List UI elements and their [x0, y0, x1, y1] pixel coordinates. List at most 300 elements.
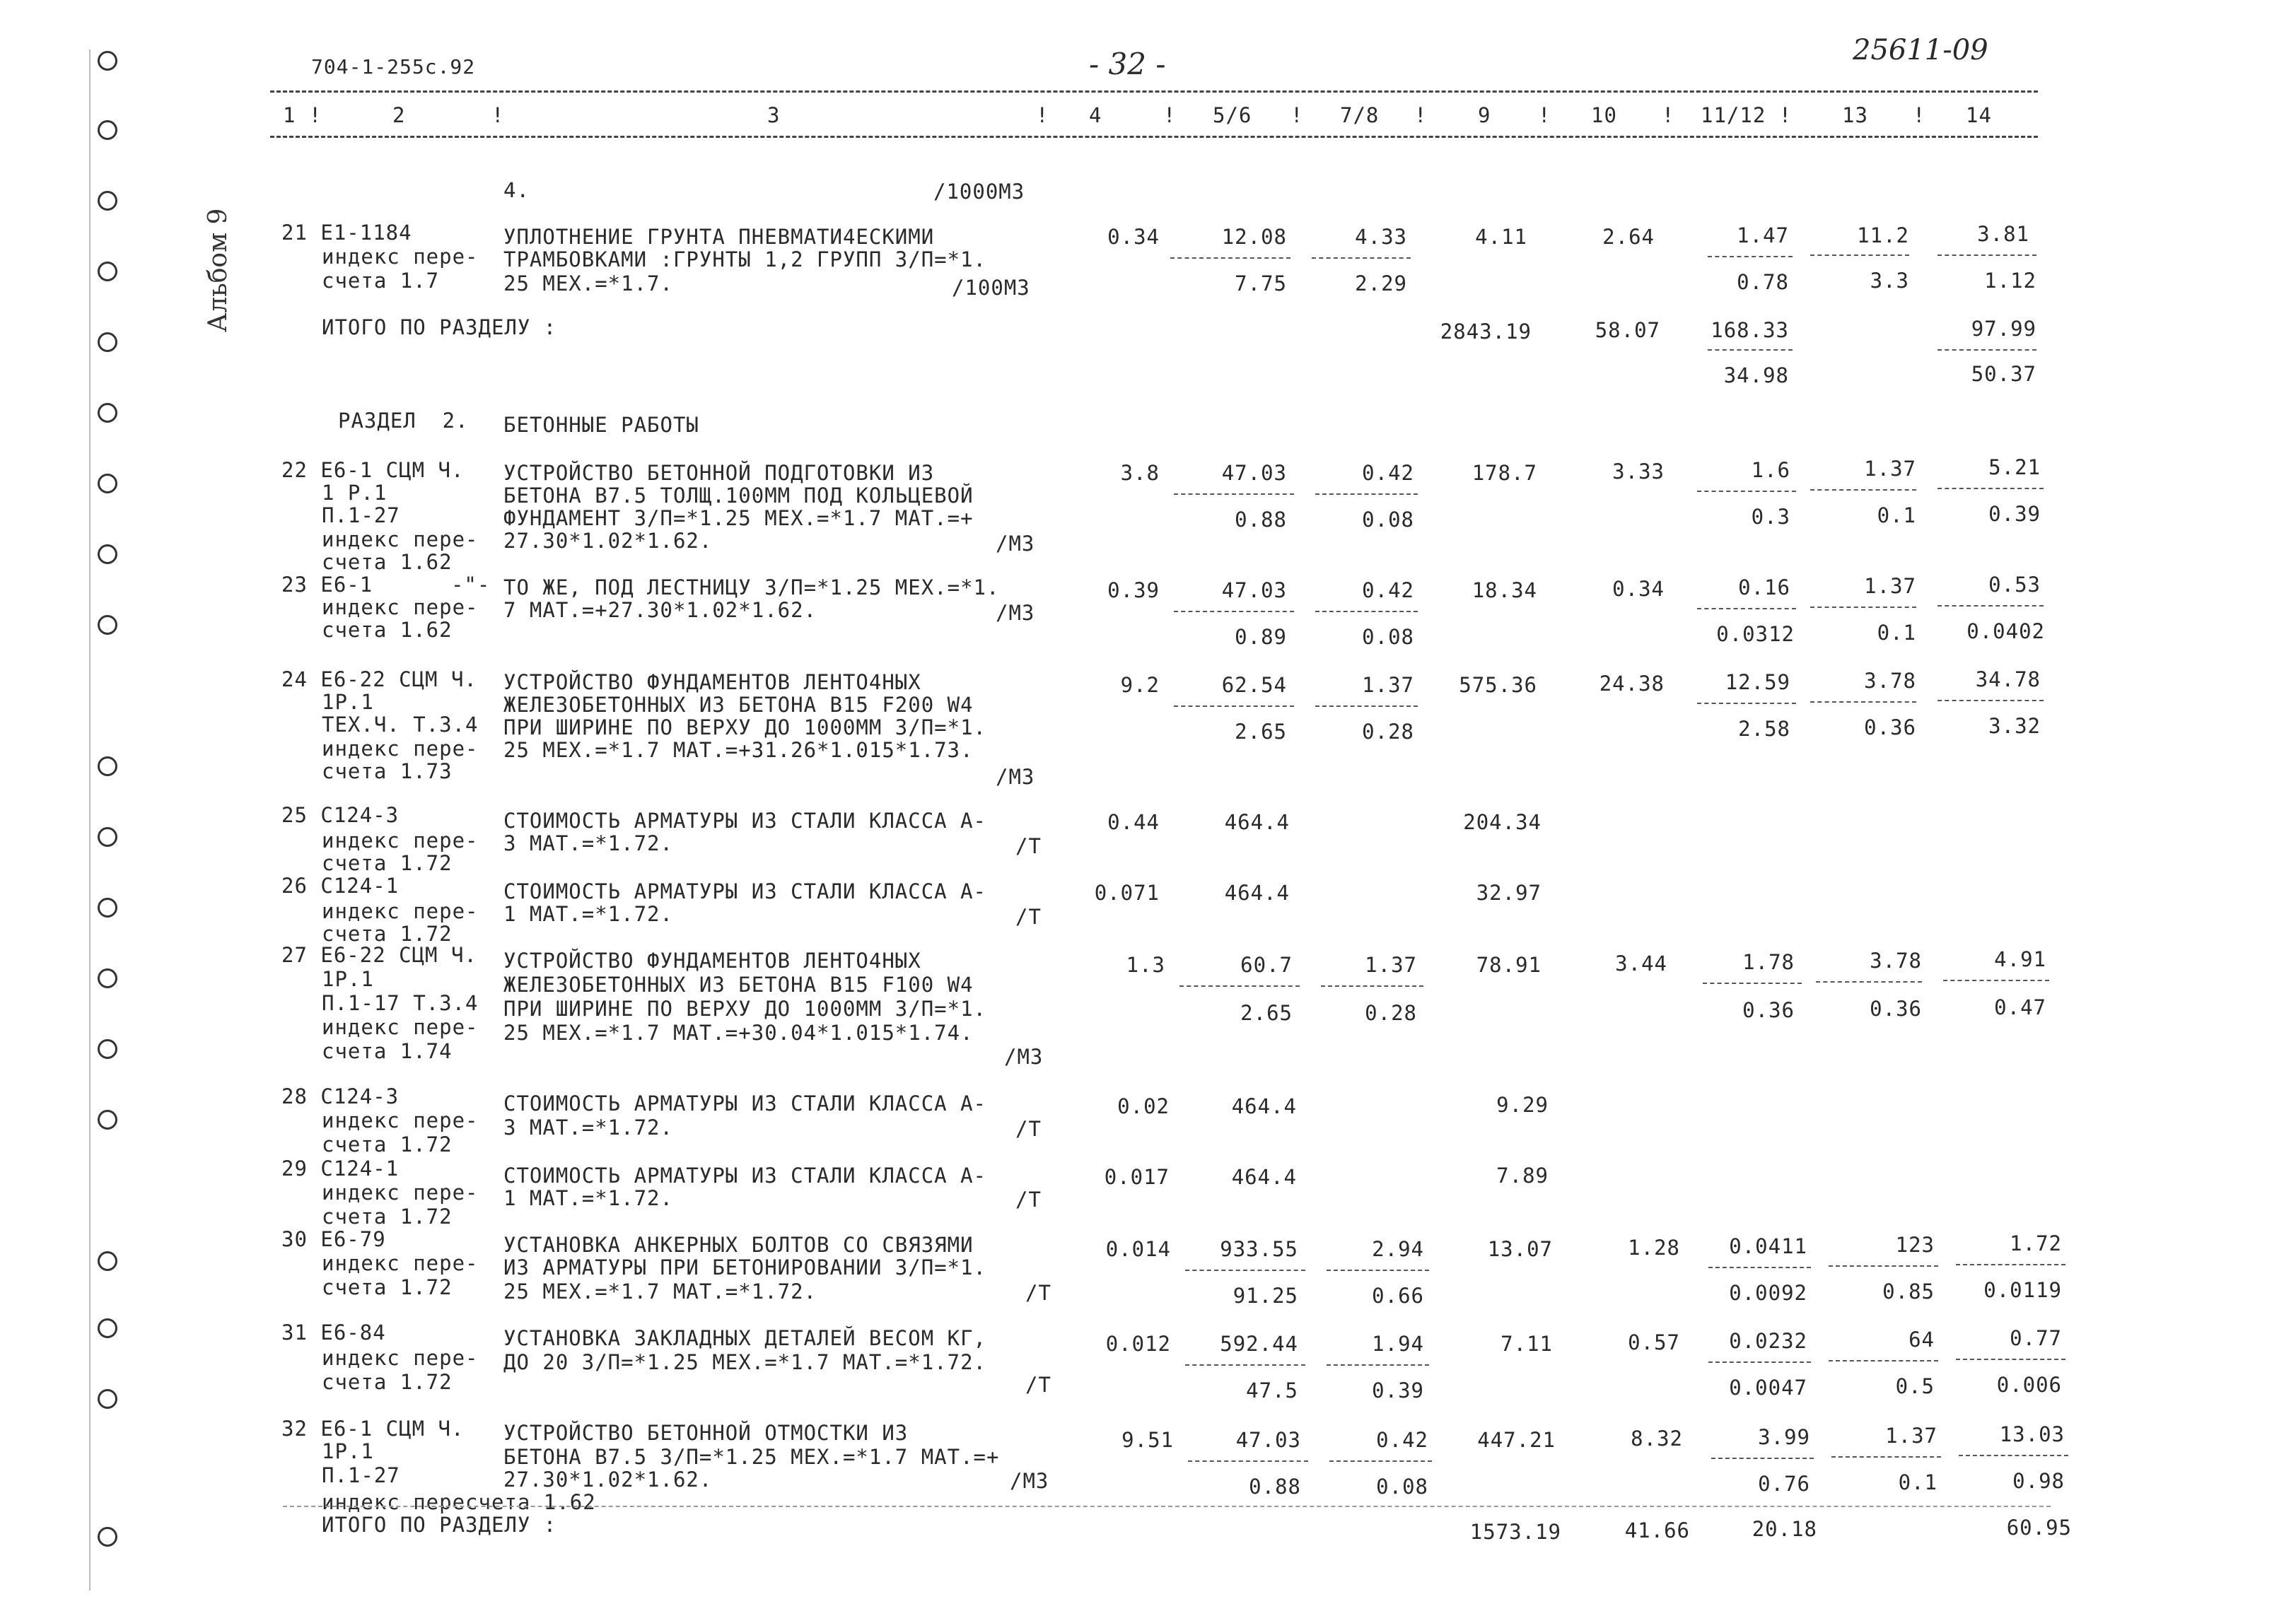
- cell-value: 4.11: [1475, 225, 1527, 249]
- fraction-rule: [1188, 1460, 1308, 1462]
- text-line-r21-a: 21 Е1-1184: [281, 221, 412, 245]
- text-line-sec1-tail-a: 4.: [503, 178, 530, 202]
- cell-value: 0.36: [1864, 715, 1916, 739]
- cell-value: 204.34: [1463, 810, 1542, 834]
- fraction-rule: [1810, 607, 1916, 608]
- cell-value: 0.57: [1628, 1330, 1680, 1354]
- column-header-13: 10: [1591, 103, 1617, 127]
- cell-value: 0.0232: [1729, 1329, 1807, 1353]
- fraction-rule: [1956, 1359, 2065, 1360]
- cell-value: 0.34: [1107, 225, 1160, 249]
- fraction-rule: [1329, 1460, 1432, 1462]
- fraction-rule: [1697, 608, 1796, 609]
- cell-value: 0.77: [2010, 1326, 2062, 1350]
- text-line-r24-a: 24 Е6-22 СЦМ Ч.: [281, 667, 477, 691]
- cell-value: 2843.19: [1440, 320, 1532, 344]
- cell-value: 0.39: [1107, 578, 1160, 602]
- cell-value: 0.78: [1737, 270, 1789, 294]
- text-line-r30-b: индекс пере-: [322, 1251, 479, 1275]
- text-line-r32-b: 1Р.1: [322, 1439, 374, 1463]
- cell-value: 3.78: [1864, 669, 1916, 693]
- cell-value: 0.42: [1362, 578, 1414, 602]
- cell-value: 0.39: [1988, 502, 2041, 526]
- text-line-r26-b: индекс пере-: [322, 899, 479, 923]
- text-line-r26-f: /Т: [1015, 905, 1042, 929]
- cell-value: 0.34: [1612, 577, 1665, 601]
- cell-value: 3.32: [1988, 714, 2041, 738]
- column-header-12: !: [1538, 103, 1551, 127]
- header-rule-top: [270, 90, 2038, 93]
- cell-value: 0.0411: [1729, 1234, 1807, 1258]
- cell-value: 1.94: [1372, 1332, 1424, 1356]
- text-line-r31-d: УСТАНОВКА ЗАКЛАДНЫХ ДЕТАЛЕЙ ВЕСОМ КГ,: [503, 1326, 987, 1350]
- cell-value: 0.44: [1107, 810, 1160, 834]
- fraction-rule: [1810, 254, 1909, 256]
- text-line-r24-j: /М3: [996, 765, 1035, 789]
- cell-value: 1.12: [1984, 269, 2036, 293]
- cell-value: 1573.19: [1469, 1520, 1561, 1544]
- fraction-rule: [1174, 611, 1294, 612]
- cell-value: 3.33: [1612, 459, 1665, 484]
- cell-value: 1.37: [1885, 1424, 1937, 1448]
- text-line-r32-d: индекс пересчета 1.62: [322, 1490, 596, 1514]
- cell-value: 47.03: [1221, 578, 1287, 602]
- cell-value: 13.07: [1487, 1237, 1553, 1261]
- cell-value: 0.3: [1751, 505, 1790, 529]
- cell-value: 0.1: [1877, 621, 1916, 645]
- cell-value: 41.66: [1624, 1518, 1690, 1542]
- column-header-4: !: [1036, 103, 1049, 127]
- text-line-r22-b: 1 Р.1: [322, 481, 387, 505]
- fraction-rule: [1937, 605, 2044, 607]
- cell-value: 9.51: [1121, 1428, 1174, 1452]
- column-header-1: 2: [392, 103, 406, 127]
- fraction-rule: [1810, 489, 1916, 491]
- fraction-rule: [1327, 1270, 1429, 1271]
- fraction-rule: [1810, 701, 1916, 703]
- fraction-rule: [1174, 493, 1294, 495]
- text-line-r23-a: 23 Е6-1 -"-: [281, 573, 491, 597]
- text-line-r24-c: ТЕХ.Ч. Т.3.4: [322, 713, 479, 737]
- text-line-r30-c: счета 1.72: [322, 1275, 453, 1299]
- text-line-r30-e: ИЗ АРМАТУРЫ ПРИ БЕТОНИРОВАНИИ З/П=*1.: [503, 1255, 987, 1279]
- text-line-r25-f: /Т: [1015, 834, 1042, 858]
- punch-hole-icon: [98, 51, 117, 71]
- cell-value: 0.89: [1235, 625, 1287, 649]
- text-line-sec2-a: РАЗДЕЛ 2.: [338, 409, 469, 433]
- column-header-11: 9: [1478, 103, 1491, 127]
- stamp-number: 25611-09: [1853, 34, 1988, 66]
- text-line-r27-c: П.1-17 Т.3.4: [322, 991, 479, 1015]
- text-line-r26-a: 26 С124-1: [281, 874, 400, 898]
- punch-hole-icon: [98, 403, 117, 423]
- cell-value: 50.37: [1971, 362, 2036, 386]
- fraction-rule: [1312, 257, 1411, 259]
- column-header-3: 3: [767, 103, 781, 127]
- cell-value: 3.99: [1758, 1425, 1810, 1449]
- text-line-r24-b: 1Р.1: [322, 690, 374, 714]
- punch-hole-icon: [98, 1389, 117, 1409]
- text-line-r28-b: индекс пере-: [322, 1108, 479, 1132]
- fraction-rule: [1321, 985, 1423, 987]
- text-line-r32-h: /М3: [1010, 1469, 1049, 1493]
- cell-value: 933.55: [1220, 1237, 1298, 1261]
- cell-value: 1.78: [1742, 950, 1795, 974]
- cell-value: 447.21: [1477, 1428, 1556, 1452]
- cell-value: 0.0402: [1966, 619, 2045, 643]
- text-line-r21-e: ТРАМБОВКАМИ :ГРУНТЫ 1,2 ГРУПП З/П=*1.: [503, 247, 987, 271]
- cell-value: 8.32: [1631, 1427, 1683, 1451]
- header-rule-bottom: [270, 136, 2038, 138]
- cell-value: 24.38: [1599, 672, 1665, 696]
- cell-value: 34.78: [1975, 667, 2041, 691]
- text-line-r21-g: /100М3: [952, 276, 1030, 300]
- cell-value: 60.95: [2006, 1516, 2072, 1540]
- cell-value: 168.33: [1711, 318, 1789, 342]
- cell-value: 0.5: [1895, 1374, 1935, 1398]
- cell-value: 2.94: [1372, 1237, 1424, 1261]
- cell-value: 0.88: [1235, 508, 1287, 532]
- punch-hole-icon: [98, 1251, 117, 1271]
- cell-value: 2.65: [1235, 720, 1287, 744]
- cell-value: 0.47: [1994, 995, 2046, 1019]
- cell-value: 0.85: [1882, 1279, 1935, 1304]
- cell-value: 3.81: [1977, 222, 2029, 246]
- cell-value: 5.21: [1988, 455, 2041, 479]
- cell-value: 7.11: [1500, 1332, 1553, 1356]
- punch-hole-icon: [98, 332, 117, 352]
- fraction-rule: [1711, 1458, 1814, 1459]
- text-line-r21-b: индекс пере-: [322, 245, 479, 269]
- punch-hole-icon: [98, 544, 117, 564]
- cell-value: 47.03: [1221, 461, 1287, 485]
- column-header-5: 4: [1089, 103, 1102, 127]
- text-line-r27-g: ЖЕЛЕЗОБЕТОННЫХ ИЗ БЕТОНА В15 F100 W4: [503, 973, 974, 997]
- punch-hole-icon: [98, 615, 117, 635]
- text-line-r27-h: ПРИ ШИРИНЕ ПО ВЕРХУ ДО 1000ММ З/П=*1.: [503, 997, 987, 1021]
- text-line-r28-a: 28 С124-3: [281, 1084, 400, 1108]
- text-line-r27-b: 1Р.1: [322, 967, 374, 991]
- cell-value: 0.36: [1870, 997, 1922, 1021]
- fraction-rule: [1185, 1364, 1305, 1366]
- text-line-r29-b: индекс пере-: [322, 1181, 479, 1205]
- punch-hole-icon: [98, 120, 117, 140]
- cell-value: 1.3: [1126, 953, 1165, 977]
- text-line-r27-d: индекс пере-: [322, 1015, 479, 1039]
- fraction-rule: [1708, 1267, 1811, 1268]
- text-line-r31-c: счета 1.72: [322, 1370, 453, 1394]
- text-line-r29-c: счета 1.72: [322, 1205, 453, 1229]
- text-line-r22-d: индекс пере-: [322, 527, 479, 551]
- fraction-rule: [1937, 254, 2036, 256]
- cell-value: 0.1: [1877, 503, 1916, 527]
- fraction-rule: [1174, 705, 1294, 707]
- cell-value: 0.88: [1249, 1475, 1301, 1499]
- cell-value: 64: [1909, 1328, 1935, 1352]
- column-header-7: 5/6: [1213, 103, 1252, 127]
- text-line-r30-g: /Т: [1025, 1281, 1051, 1305]
- cell-value: 2.64: [1602, 225, 1655, 249]
- fraction-rule: [1708, 256, 1793, 257]
- column-header-16: 13: [1842, 103, 1868, 127]
- text-line-r24-i: 25 МЕХ.=*1.7 МАТ.=+31.26*1.015*1.73.: [503, 738, 974, 762]
- text-line-r24-d: индекс пере-: [322, 737, 479, 761]
- cell-value: 464.4: [1224, 881, 1290, 905]
- column-header-18: 14: [1966, 103, 1992, 127]
- text-line-r32-c: П.1-27: [322, 1463, 400, 1487]
- cell-value: 4.33: [1355, 225, 1407, 249]
- text-line-r31-b: индекс пере-: [322, 1346, 479, 1370]
- cell-value: 1.37: [1864, 574, 1916, 598]
- text-line-r28-d: СТОИМОСТЬ АРМАТУРЫ ИЗ СТАЛИ КЛАССА А-: [503, 1091, 987, 1115]
- text-line-r25-e: 3 МАТ.=*1.72.: [503, 831, 673, 855]
- column-header-9: 7/8: [1340, 103, 1380, 127]
- cell-value: 178.7: [1472, 461, 1537, 485]
- cell-value: 0.53: [1988, 573, 2041, 597]
- text-line-r25-b: индекс пере-: [322, 828, 479, 853]
- punch-hole-icon: [98, 262, 117, 281]
- text-line-r26-e: 1 МАТ.=*1.72.: [503, 902, 673, 926]
- text-line-r29-e: 1 МАТ.=*1.72.: [503, 1186, 673, 1210]
- cell-value: 0.39: [1372, 1378, 1424, 1402]
- cell-value: 0.42: [1376, 1428, 1428, 1452]
- text-line-r25-d: СТОИМОСТЬ АРМАТУРЫ ИЗ СТАЛИ КЛАССА А-: [503, 809, 987, 833]
- fraction-rule: [1708, 1361, 1811, 1363]
- cell-value: 2.29: [1355, 271, 1407, 295]
- text-line-r24-g: ЖЕЛЕЗОБЕТОННЫХ ИЗ БЕТОНА В15 F200 W4: [503, 693, 974, 717]
- text-line-r25-c: счета 1.72: [322, 851, 453, 875]
- column-header-6: !: [1163, 103, 1177, 127]
- cell-value: 0.012: [1105, 1332, 1171, 1356]
- text-line-r22-c: П.1-27: [322, 503, 400, 527]
- text-line-r25-a: 25 С124-3: [281, 803, 400, 827]
- cell-value: 0.0119: [1983, 1278, 2062, 1302]
- column-header-14: !: [1662, 103, 1675, 127]
- cell-value: 4.91: [1994, 947, 2046, 971]
- cell-value: 7.75: [1235, 271, 1287, 295]
- fraction-rule: [1956, 1264, 2065, 1265]
- text-line-sec1-tail-b: /1000М3: [933, 180, 1025, 204]
- punch-hole-icon: [98, 191, 117, 211]
- text-line-r29-f: /Т: [1015, 1188, 1042, 1212]
- column-header-8: !: [1290, 103, 1304, 127]
- text-line-r23-b: индекс пере-: [322, 595, 479, 619]
- cell-value: 12.08: [1221, 225, 1287, 249]
- column-header-17: !: [1913, 103, 1926, 127]
- cell-value: 20.18: [1752, 1517, 1817, 1541]
- cell-value: 18.34: [1472, 578, 1537, 602]
- text-line-r32-e: УСТРОЙСТВО БЕТОННОЙ ОТМОСТКИ ИЗ: [503, 1421, 909, 1445]
- cell-value: 62.54: [1221, 673, 1287, 697]
- binding-margin-line: [89, 49, 91, 1591]
- column-header-2: !: [491, 103, 505, 127]
- cell-value: 34.98: [1723, 363, 1789, 387]
- text-line-r21-f: 25 МЕХ.=*1.7.: [503, 271, 673, 295]
- fraction-rule: [1937, 488, 2044, 489]
- text-line-r22-a: 22 Е6-1 СЦМ Ч.: [281, 458, 465, 482]
- punch-hole-icon: [98, 898, 117, 918]
- text-line-r31-e: ДО 20 З/П=*1.25 МЕХ.=*1.7 МАТ.=*1.72.: [503, 1350, 987, 1374]
- text-line-r29-a: 29 С124-1: [281, 1156, 400, 1181]
- fraction-rule: [1816, 981, 1922, 983]
- cell-value: 1.37: [1365, 953, 1417, 977]
- text-line-r32-a: 32 Е6-1 СЦМ Ч.: [281, 1417, 465, 1441]
- cell-value: 0.36: [1742, 998, 1795, 1022]
- cell-value: 3.78: [1870, 949, 1922, 973]
- cell-value: 0.66: [1372, 1284, 1424, 1308]
- text-line-r23-f: /М3: [996, 601, 1035, 625]
- cell-value: 0.0092: [1729, 1281, 1807, 1305]
- fraction-rule: [1327, 1364, 1429, 1366]
- cell-value: 9.29: [1496, 1093, 1549, 1117]
- cell-value: 97.99: [1971, 317, 2036, 341]
- cell-value: 1.47: [1737, 223, 1789, 247]
- text-line-r29-d: СТОИМОСТЬ АРМАТУРЫ ИЗ СТАЛИ КЛАССА А-: [503, 1164, 987, 1188]
- cell-value: 464.4: [1231, 1094, 1297, 1118]
- document-code: 704-1-255с.92: [311, 55, 476, 78]
- cell-value: 2.65: [1240, 1001, 1293, 1025]
- text-line-r32-g: 27.30*1.02*1.62.: [503, 1468, 713, 1492]
- text-line-r28-f: /Т: [1015, 1117, 1042, 1141]
- text-line-r27-a: 27 Е6-22 СЦМ Ч.: [281, 943, 477, 967]
- text-line-r31-a: 31 Е6-84: [281, 1320, 386, 1345]
- cell-value: 58.07: [1595, 318, 1660, 342]
- cell-value: 1.37: [1362, 673, 1414, 697]
- bottom-rule: [283, 1506, 2051, 1507]
- text-line-r28-c: счета 1.72: [322, 1132, 453, 1156]
- fraction-rule: [1829, 1360, 1938, 1361]
- text-line-r24-h: ПРИ ШИРИНЕ ПО ВЕРХУ ДО 1000ММ З/П=*1.: [503, 715, 987, 739]
- cell-value: 592.44: [1220, 1332, 1298, 1356]
- cell-value: 0.006: [1996, 1373, 2062, 1397]
- cell-value: 0.017: [1104, 1165, 1170, 1189]
- text-line-r27-j: /М3: [1004, 1045, 1044, 1069]
- cell-value: 1.72: [2010, 1231, 2062, 1255]
- cell-value: 1.37: [1864, 457, 1916, 481]
- fraction-rule: [1937, 700, 2044, 701]
- text-line-itogo1: ИТОГО ПО РАЗДЕЛУ :: [322, 315, 557, 339]
- text-line-r22-i: 27.30*1.02*1.62.: [503, 529, 713, 553]
- cell-value: 0.76: [1758, 1472, 1810, 1496]
- cell-value: 0.16: [1738, 575, 1790, 599]
- page-number: - 32 -: [1089, 47, 1166, 81]
- cell-value: 0.0312: [1716, 622, 1795, 646]
- text-line-r31-f: /Т: [1025, 1373, 1051, 1397]
- text-line-r23-c: счета 1.62: [322, 618, 453, 642]
- cell-value: 12.59: [1725, 670, 1790, 694]
- text-line-r30-a: 30 Е6-79: [281, 1227, 386, 1251]
- text-line-r23-d: ТО ЖЕ, ПОД ЛЕСТНИЦУ З/П=*1.25 МЕХ.=*1.: [503, 575, 1000, 599]
- cell-value: 0.014: [1105, 1237, 1171, 1261]
- fraction-rule: [1170, 257, 1290, 259]
- fraction-rule: [1697, 491, 1796, 492]
- cell-value: 0.08: [1362, 508, 1414, 532]
- text-line-r30-d: УСТАНОВКА АНКЕРНЫХ БОЛТОВ СО СВЯЗЯМИ: [503, 1233, 974, 1257]
- column-header-0: 1 !: [283, 103, 322, 127]
- cell-value: 0.071: [1094, 881, 1160, 905]
- text-line-r27-e: счета 1.74: [322, 1039, 453, 1063]
- column-header-10: !: [1414, 103, 1428, 127]
- fraction-rule: [1959, 1455, 2068, 1456]
- fraction-rule: [1315, 705, 1418, 707]
- text-line-r27-i: 25 МЕХ.=*1.7 МАТ.=+30.04*1.015*1.74.: [503, 1021, 974, 1045]
- cell-value: 78.91: [1476, 953, 1542, 977]
- punch-hole-icon: [98, 1039, 117, 1059]
- punch-hole-icon: [98, 1527, 117, 1547]
- cell-value: 0.08: [1362, 625, 1414, 649]
- fraction-rule: [1315, 611, 1418, 612]
- text-line-r24-e: счета 1.73: [322, 759, 453, 783]
- fraction-rule: [1179, 985, 1300, 987]
- text-line-r21-d: УПЛОТНЕНИЕ ГРУНТА ПНЕВМАТИ4ЕСКИМИ: [503, 225, 935, 249]
- cell-value: 1.6: [1751, 458, 1790, 482]
- cell-value: 2.58: [1738, 717, 1790, 741]
- cell-value: 0.02: [1117, 1094, 1170, 1118]
- text-line-r22-j: /М3: [996, 532, 1035, 556]
- cell-value: 32.97: [1476, 881, 1542, 905]
- cell-value: 0.42: [1362, 461, 1414, 485]
- text-line-r32-f: БЕТОНА В7.5 З/П=*1.25 МЕХ.=*1.7 МАТ.=+: [503, 1445, 1000, 1469]
- punch-hole-icon: [98, 1318, 117, 1338]
- cell-value: 575.36: [1459, 673, 1537, 697]
- cell-value: 11.2: [1857, 223, 1909, 247]
- cell-value: 123: [1895, 1233, 1935, 1257]
- album-label: Альбом 9: [204, 208, 233, 332]
- punch-hole-icon: [98, 827, 117, 847]
- cell-value: 0.28: [1365, 1001, 1417, 1025]
- cell-value: 3.8: [1120, 461, 1160, 485]
- text-line-sec2-b: БЕТОННЫЕ РАБОТЫ: [503, 413, 699, 437]
- cell-value: 464.4: [1224, 810, 1290, 834]
- fraction-rule: [1708, 349, 1793, 351]
- fraction-rule: [1697, 703, 1796, 704]
- fraction-rule: [1185, 1270, 1305, 1271]
- cell-value: 1.28: [1628, 1236, 1680, 1260]
- fraction-rule: [1703, 983, 1802, 984]
- text-line-r28-e: 3 МАТ.=*1.72.: [503, 1115, 673, 1140]
- column-header-15: 11/12 !: [1701, 103, 1793, 127]
- cell-value: 47.03: [1235, 1428, 1301, 1452]
- cell-value: 0.1: [1898, 1470, 1937, 1494]
- text-line-itogo2: ИТОГО ПО РАЗДЕЛУ :: [322, 1513, 557, 1537]
- fraction-rule: [1829, 1265, 1938, 1267]
- cell-value: 0.28: [1362, 720, 1414, 744]
- cell-value: 3.44: [1615, 951, 1667, 976]
- punch-hole-icon: [98, 968, 117, 988]
- text-line-r22-e: счета 1.62: [322, 550, 453, 574]
- cell-value: 0.08: [1376, 1475, 1428, 1499]
- text-line-r26-c: счета 1.72: [322, 922, 453, 946]
- cell-value: 13.03: [1999, 1422, 2065, 1446]
- text-line-r27-f: УСТРОЙСТВО ФУНДАМЕНТОВ ЛЕНТО4НЫХ: [503, 949, 921, 973]
- fraction-rule: [1937, 349, 2036, 351]
- text-line-r30-f: 25 МЕХ.=*1.7 МАТ.=*1.72.: [503, 1279, 817, 1304]
- punch-hole-icon: [98, 756, 117, 776]
- cell-value: 91.25: [1233, 1284, 1298, 1308]
- text-line-r22-h: ФУНДАМЕНТ З/П=*1.25 МЕХ.=*1.7 МАТ.=+: [503, 506, 974, 530]
- text-line-r24-f: УСТРОЙСТВО ФУНДАМЕНТОВ ЛЕНТО4НЫХ: [503, 670, 921, 694]
- cell-value: 0.98: [2012, 1469, 2065, 1493]
- punch-hole-icon: [98, 474, 117, 493]
- cell-value: 47.5: [1246, 1378, 1298, 1402]
- cell-value: 9.2: [1120, 673, 1160, 697]
- text-line-r26-d: СТОИМОСТЬ АРМАТУРЫ ИЗ СТАЛИ КЛАССА А-: [503, 879, 987, 903]
- fraction-rule: [1831, 1456, 1941, 1458]
- text-line-r22-g: БЕТОНА В7.5 ТОЛЩ.100ММ ПОД КОЛЬЦЕВОЙ: [503, 484, 974, 508]
- text-line-r21-c: счета 1.7: [322, 269, 440, 293]
- text-line-r23-e: 7 МАТ.=+27.30*1.02*1.62.: [503, 598, 817, 622]
- text-line-r22-f: УСТРОЙСТВО БЕТОННОЙ ПОДГОТОВКИ ИЗ: [503, 461, 935, 485]
